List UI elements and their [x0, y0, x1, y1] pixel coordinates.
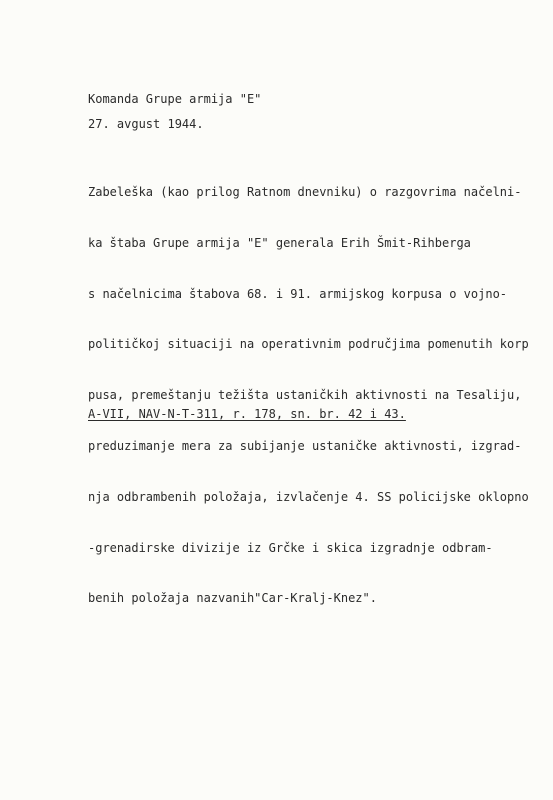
summary-line: -grenadirske divizije iz Grčke i skica izgradnje odbram- — [88, 540, 493, 555]
command-heading: Komanda Grupe armija "E" — [88, 92, 262, 106]
summary-line: političkoj situaciji na operativnim područjima pomenutih korp — [88, 337, 529, 352]
summary-line: nja odbrambenih položaja, izvlačenje 4. SS policijske oklopno — [88, 489, 529, 504]
summary-line: s načelnicima štabova 68. i 91. armijskog korpusa o vojno- — [88, 286, 508, 301]
summary-line: benih položaja nazvanih"Car-Kralj-Knez". — [88, 591, 377, 606]
summary-line: pusa, premeštanju težišta ustaničkih aktivnosti na Tesaliju, — [88, 388, 522, 403]
archive-reference: A-VII, NAV-N-T-311, r. 178, sn. br. 42 i 43. — [88, 407, 406, 421]
document-date: 27. avgust 1944. — [88, 117, 204, 131]
summary-line: preduzimanje mera za subijanje ustaničke aktivnosti, izgrad- — [88, 438, 522, 453]
summary-line: ka štaba Grupe armija "E" generala Erih Šmit-Rihberga — [88, 235, 471, 250]
summary-line: Zabeleška (kao prilog Ratnom dnevniku) o razgovrima načelni- — [88, 185, 522, 199]
summary-paragraph — [88, 153, 528, 638]
